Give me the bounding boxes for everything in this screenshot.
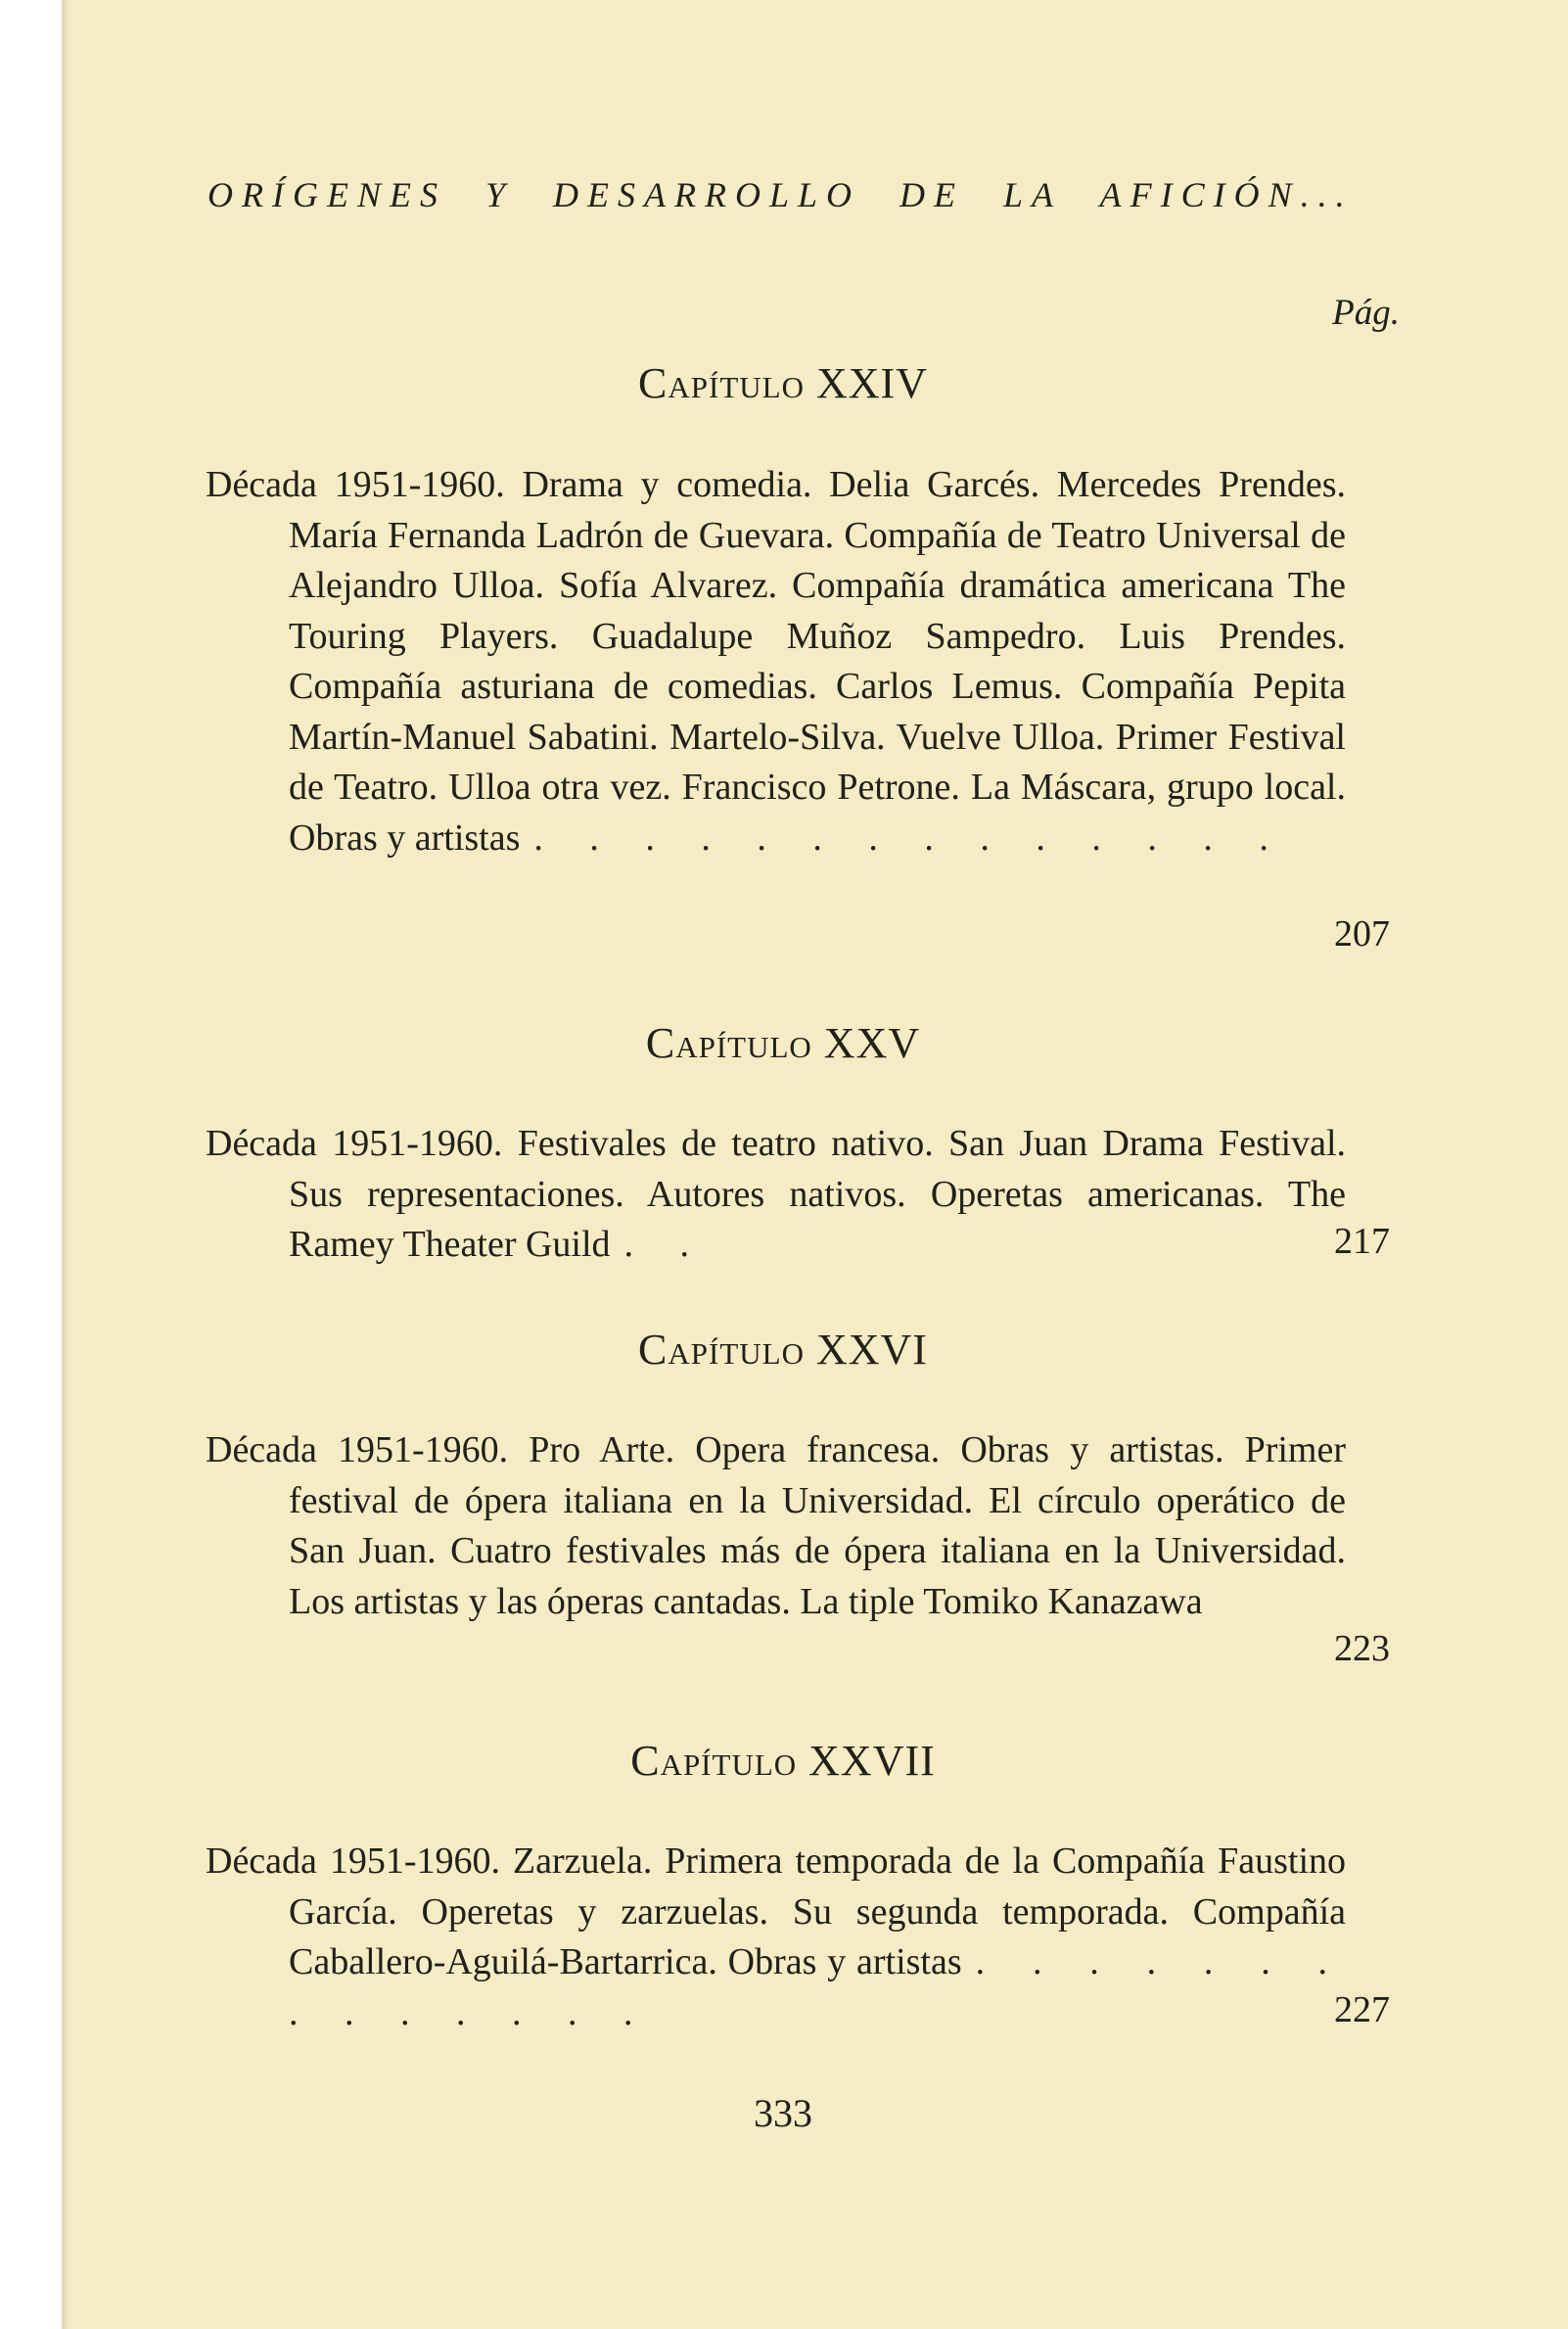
- entry-text: Década 1951-1960. Zarzuela. Primera temporada de la Compañía Faustino García. Operetas y zarzuelas. Su segunda temporada. Compañía Caballero-Aguilá-Bartarrica. Obras y artistas: [206, 1840, 1346, 1982]
- page-number-xxv: 217: [1334, 1221, 1390, 1262]
- page-folio: 333: [754, 2091, 812, 2135]
- page-edge-shadow: [0, 0, 72, 2329]
- page-number-xxvi: 223: [1334, 1628, 1390, 1669]
- chapter-heading-xxiv: Capítulo XXIV: [638, 359, 928, 407]
- toc-entry-xxiv: [206, 460, 1346, 863]
- toc-entry-xxvi: [206, 1425, 1346, 1627]
- toc-entry-xxvii: [206, 1837, 1346, 2038]
- running-head: ORÍGENES Y DESARROLLO DE LA AFICIÓN...: [208, 175, 1354, 214]
- dot-leader: . . . . . . . . . . . . . .: [533, 816, 1287, 859]
- chapter-heading-xxvii: Capítulo XXVII: [630, 1737, 936, 1785]
- page-number-xxiv: 207: [1334, 913, 1390, 955]
- page-number-xxvii: 227: [1334, 1989, 1390, 2030]
- entry-text: Década 1951-1960. Festivales de teatro nativo. San Juan Drama Festival. Sus representaciones. Autores nativos. Operetas americanas. The Ramey Theater Guild: [206, 1123, 1346, 1265]
- entry-text: Década 1951-1960. Pro Arte. Opera francesa. Obras y artistas. Primer festival de ópera italiana en la Universidad. El círculo operático de San Juan. Cuatro festivales más de ópera italiana en la Universidad. Los artistas y las óperas cantadas. La tiple Tomiko Kanazawa: [206, 1429, 1346, 1622]
- page-column-label: Pág.: [1332, 293, 1400, 333]
- dot-leader: . . . . . . . . . . . . . .: [289, 1941, 1347, 2033]
- chapter-heading-xxvi: Capítulo XXVI: [638, 1326, 928, 1374]
- toc-entry-xxv: [206, 1119, 1346, 1271]
- dot-leader: . .: [623, 1224, 709, 1265]
- chapter-heading-xxv: Capítulo XXV: [645, 1019, 921, 1067]
- entry-text: Década 1951-1960. Drama y comedia. Delia Garcés. Mercedes Prendes. María Fernanda Ladrón de Guevara. Compañía de Teatro Universal de Alejandro Ulloa. Sofía Alvarez. Compañía dramática americana The Touring Players. Guadalupe Muñoz Sampedro. Luis Prendes. Compañía asturiana de comedias. Carlos Lemus. Compañía Pepita Martín-Manuel Sabatini. Martelo-Silva. Vuelve Ulloa. Primer Festival de Teatro. Ulloa otra vez. Francisco Petrone. La Máscara, grupo local. Obras y artistas: [206, 464, 1346, 859]
